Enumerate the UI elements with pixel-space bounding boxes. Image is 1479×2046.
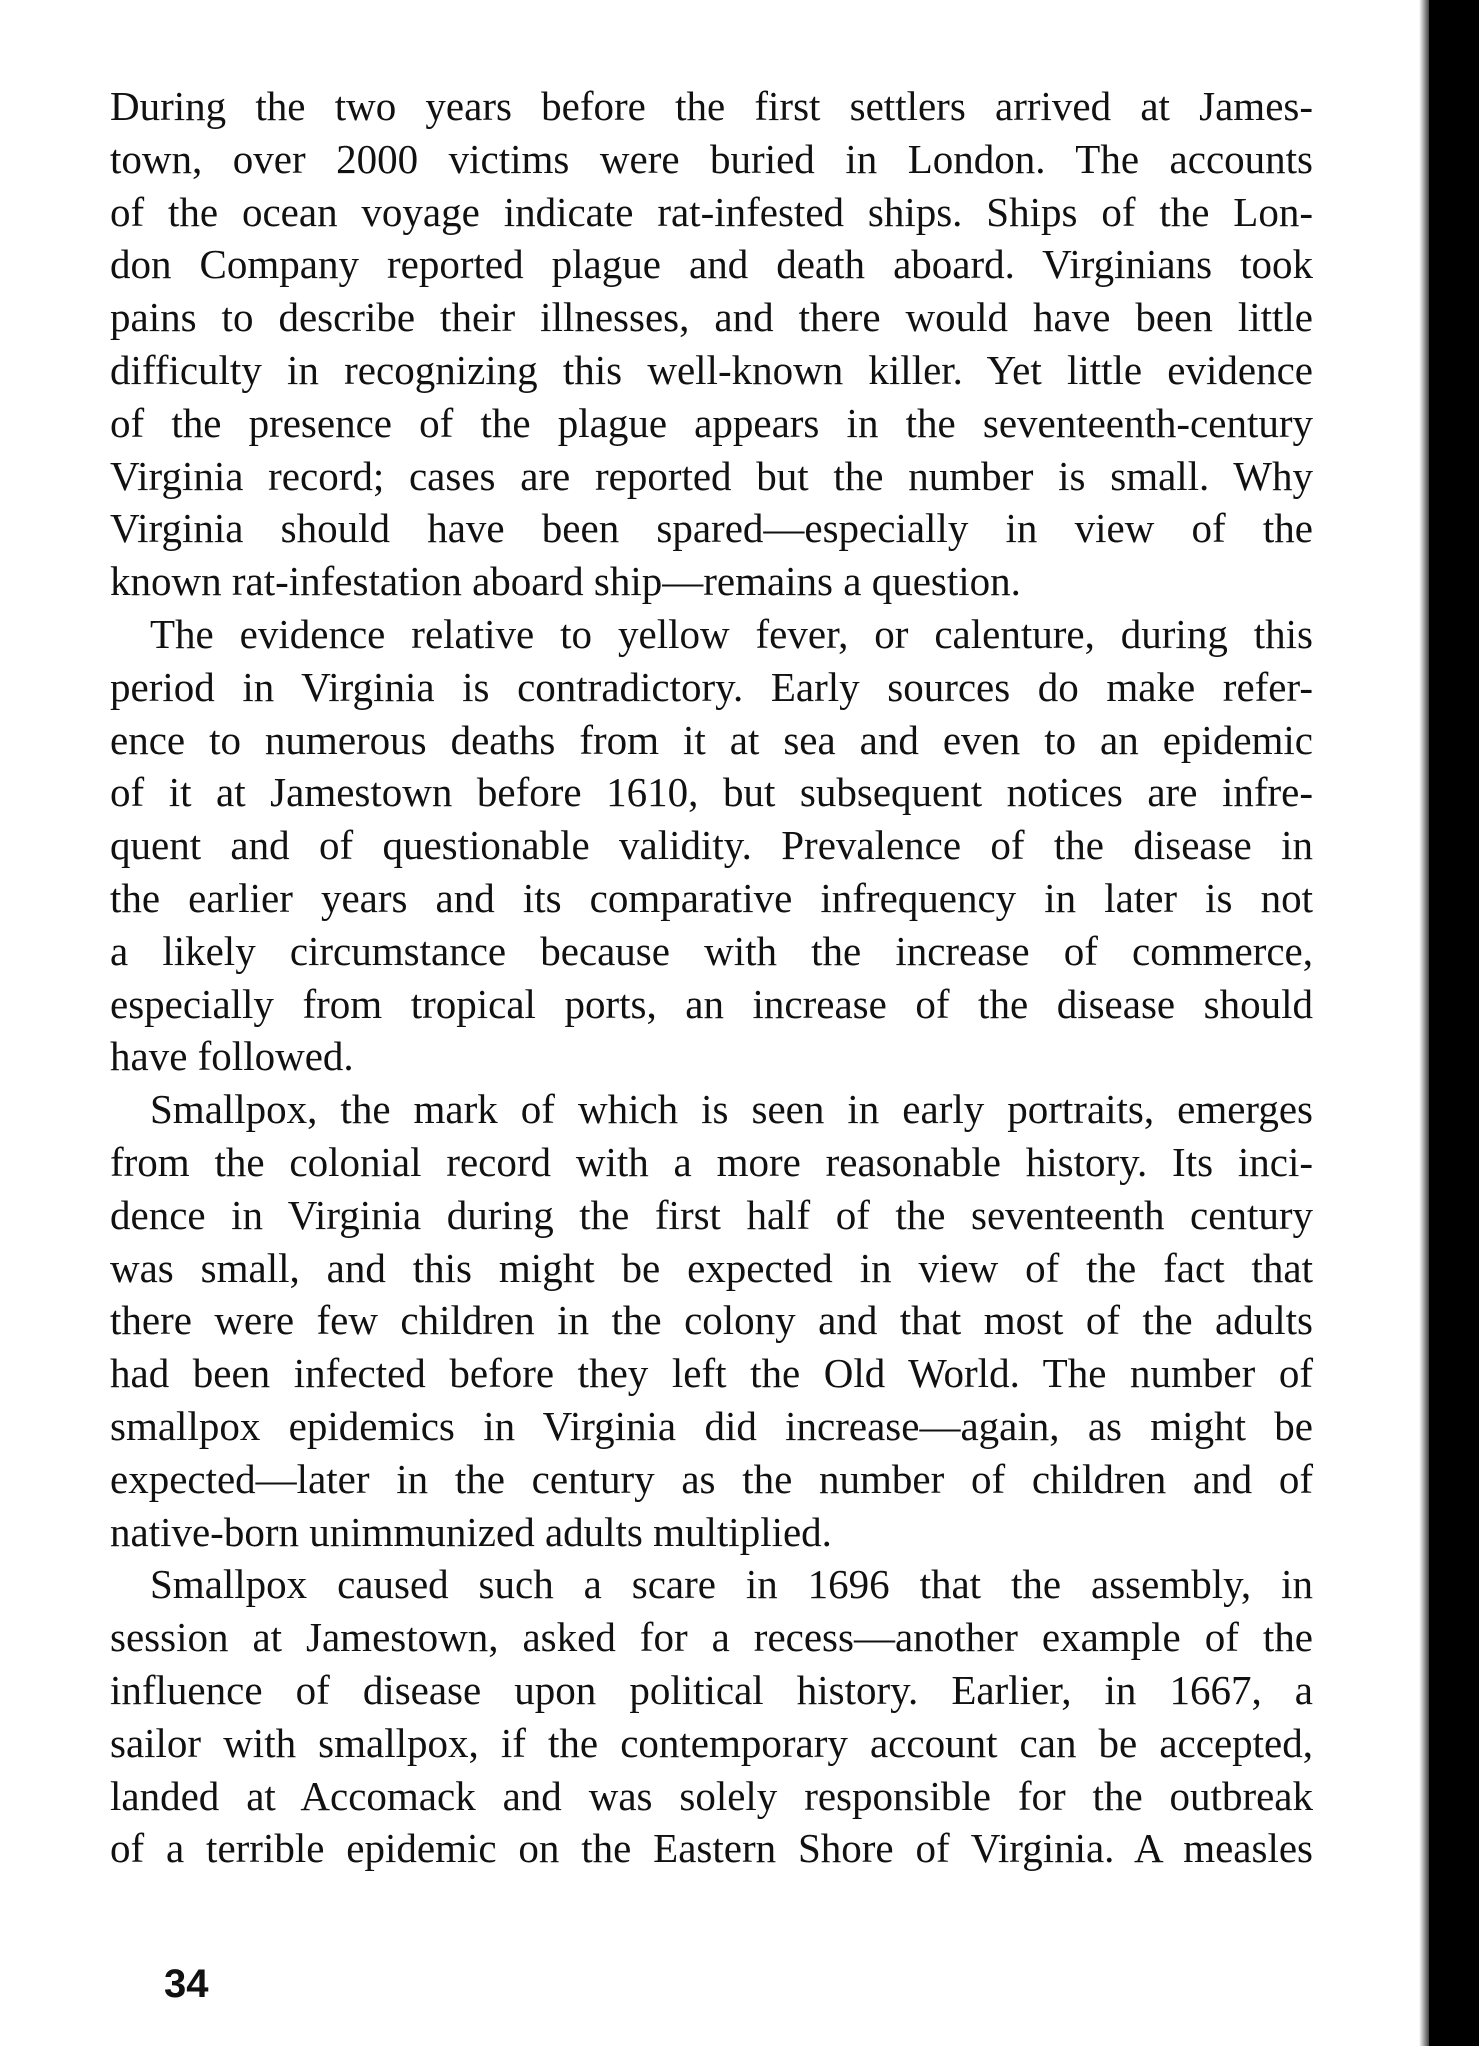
text-line: Virginia record; cases are reported but the number is small. Why (110, 452, 1313, 499)
page-number: 34 (164, 1962, 209, 2006)
paragraph (110, 608, 1313, 1083)
text-line: During the two years before the first settlers arrived at James- (110, 83, 1313, 129)
text-line: don Company reported plague and death aboard. Virginians took (110, 241, 1313, 288)
text-line: dence in Virginia during the first half of the seventeenth century (110, 1191, 1313, 1238)
text-line: Virginia should have been spared—especially in view of the (110, 505, 1313, 552)
text-line: of it at Jamestown before 1610, but subsequent notices are infre- (110, 769, 1313, 816)
text-line: landed at Accomack and was solely responsible for the outbreak (110, 1772, 1313, 1819)
text-line: town, over 2000 victims were buried in London. The accounts (110, 135, 1313, 182)
scan-edge-shadow (1419, 0, 1429, 2046)
text-line: quent and of questionable validity. Prevalence of the disease in (110, 822, 1313, 869)
text-line: Smallpox caused such a scare in 1696 that the assembly, in (150, 1561, 1313, 1608)
text-line: native-born unimmunized adults multiplied. (110, 1508, 832, 1555)
text-line: of a terrible epidemic on the Eastern Shore of Virginia. A measles (110, 1825, 1313, 1872)
text-line: a likely circumstance because with the increase of commerce, (110, 927, 1313, 974)
text-line: of the ocean voyage indicate rat-infested ships. Ships of the Lon- (110, 188, 1313, 235)
text-line: had been infected before they left the Old World. The number of (110, 1350, 1313, 1397)
text-line: especially from tropical ports, an increase of the disease should (110, 980, 1313, 1027)
text-line: influence of disease upon political history. Earlier, in 1667, a (110, 1666, 1313, 1713)
paragraph (110, 1558, 1313, 1875)
text-line: session at Jamestown, asked for a recess—another example of the (110, 1614, 1313, 1661)
text-line: of the presence of the plague appears in the seventeenth-century (110, 399, 1313, 446)
text-line: period in Virginia is contradictory. Early sources do make refer- (110, 663, 1313, 710)
text-line: was small, and this might be expected in view of the fact that (110, 1244, 1313, 1291)
text-line: Smallpox, the mark of which is seen in early portraits, emerges (150, 1086, 1313, 1133)
paragraph (110, 80, 1313, 608)
text-line: from the colonial record with a more reasonable history. Its inci- (110, 1138, 1313, 1185)
text-line: ence to numerous deaths from it at sea and even to an epidemic (110, 716, 1313, 763)
text-line: difficulty in recognizing this well-known killer. Yet little evidence (110, 346, 1313, 393)
text-line: sailor with smallpox, if the contemporary account can be accepted, (110, 1719, 1313, 1766)
text-line: the earlier years and its comparative infrequency in later is not (110, 874, 1313, 921)
text-line: expected—later in the century as the number of children and of (110, 1455, 1313, 1502)
text-line: there were few children in the colony and that most of the adults (110, 1297, 1313, 1344)
text-line: smallpox epidemics in Virginia did increase—again, as might be (110, 1402, 1313, 1449)
text-line: have followed. (110, 1033, 354, 1080)
text-line: The evidence relative to yellow fever, or calenture, during this (150, 610, 1313, 657)
text-line: pains to describe their illnesses, and there would have been little (110, 294, 1313, 341)
text-line: known rat-infestation aboard ship—remains a question. (110, 558, 1021, 605)
paragraph (110, 1083, 1313, 1558)
body-text (110, 80, 1313, 1875)
scan-black-edge (1429, 0, 1479, 2046)
